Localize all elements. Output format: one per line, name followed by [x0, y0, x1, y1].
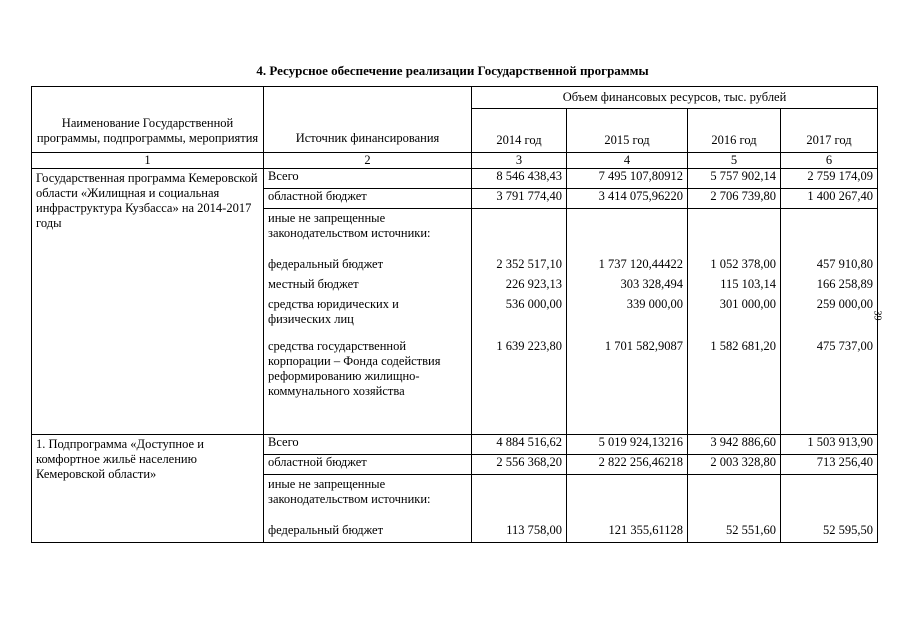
- value-cell: 2 352 517,10: [472, 257, 567, 277]
- value-cell: 1 400 267,40: [781, 189, 878, 209]
- section-title: 4. Ресурсное обеспечение реализации Государственной программы: [256, 63, 649, 78]
- value-cell: [781, 475, 878, 523]
- spacer-cell: [567, 421, 688, 435]
- value-cell: 339 000,00: [567, 297, 688, 339]
- value-cell: 52 595,50: [781, 523, 878, 543]
- value-cell: 2 003 328,80: [688, 455, 781, 475]
- header-year: 2014 год: [472, 109, 567, 153]
- value-cell: 301 000,00: [688, 297, 781, 339]
- col-number: 4: [567, 153, 688, 169]
- header-year: 2015 год: [567, 109, 688, 153]
- value-cell: [688, 475, 781, 523]
- value-cell: 115 103,14: [688, 277, 781, 297]
- value-cell: 1 701 582,9087: [567, 339, 688, 421]
- value-cell: 5 019 924,13216: [567, 435, 688, 455]
- header-name: Наименование Государственной программы, подпрограммы, мероприятия: [32, 87, 264, 153]
- value-cell: 166 258,89: [781, 277, 878, 297]
- source-cell: иные не запрещенные законодательством источники:: [264, 475, 472, 523]
- value-cell: 121 355,61128: [567, 523, 688, 543]
- value-cell: 303 328,494: [567, 277, 688, 297]
- header-year: 2016 год: [688, 109, 781, 153]
- value-cell: 1 737 120,44422: [567, 257, 688, 277]
- value-cell: 3 791 774,40: [472, 189, 567, 209]
- value-cell: 1 503 913,90: [781, 435, 878, 455]
- source-cell: средства государственной корпорации – Фонда содействия реформированию жилищно-коммунального хозяйства: [264, 339, 472, 421]
- source-cell: федеральный бюджет: [264, 257, 472, 277]
- value-cell: [567, 209, 688, 257]
- value-cell: 3 942 886,60: [688, 435, 781, 455]
- value-cell: [688, 209, 781, 257]
- spacer-cell: [781, 421, 878, 435]
- value-cell: [567, 475, 688, 523]
- spacer-cell: [264, 421, 472, 435]
- value-cell: 7 495 107,80912: [567, 169, 688, 189]
- value-cell: 4 884 516,62: [472, 435, 567, 455]
- value-cell: 2 706 739,80: [688, 189, 781, 209]
- value-cell: 5 757 902,14: [688, 169, 781, 189]
- source-cell: Всего: [264, 169, 472, 189]
- value-cell: 1 052 378,00: [688, 257, 781, 277]
- source-cell: областной бюджет: [264, 455, 472, 475]
- value-cell: 536 000,00: [472, 297, 567, 339]
- value-cell: 1 582 681,20: [688, 339, 781, 421]
- value-cell: 226 923,13: [472, 277, 567, 297]
- value-cell: 113 758,00: [472, 523, 567, 543]
- value-cell: 3 414 075,96220: [567, 189, 688, 209]
- value-cell: 259 000,00: [781, 297, 878, 339]
- header-source: Источник финансирования: [264, 87, 472, 153]
- value-cell: 475 737,00: [781, 339, 878, 421]
- page-number: 39: [871, 310, 883, 321]
- source-cell: средства юридических и физических лиц: [264, 297, 472, 339]
- col-number: 6: [781, 153, 878, 169]
- spacer-cell: [472, 421, 567, 435]
- value-cell: 52 551,60: [688, 523, 781, 543]
- subprogram-name: 1. Подпрограмма «Доступное и комфортное жильё населению Кемеровской области»: [32, 435, 264, 543]
- value-cell: 8 546 438,43: [472, 169, 567, 189]
- header-volume: Объем финансовых ресурсов, тыс. рублей: [472, 87, 878, 109]
- source-cell: федеральный бюджет: [264, 523, 472, 543]
- value-cell: [472, 475, 567, 523]
- spacer-cell: [688, 421, 781, 435]
- value-cell: [472, 209, 567, 257]
- col-number: 1: [32, 153, 264, 169]
- value-cell: 457 910,80: [781, 257, 878, 277]
- value-cell: 1 639 223,80: [472, 339, 567, 421]
- value-cell: 713 256,40: [781, 455, 878, 475]
- value-cell: 2 822 256,46218: [567, 455, 688, 475]
- source-cell: Всего: [264, 435, 472, 455]
- col-number: 5: [688, 153, 781, 169]
- value-cell: 2 556 368,20: [472, 455, 567, 475]
- program-name: Государственная программа Кемеровской области «Жилищная и социальная инфраструктура Кузбасса» на 2014-2017 годы: [32, 169, 264, 435]
- header-year: 2017 год: [781, 109, 878, 153]
- value-cell: [781, 209, 878, 257]
- source-cell: местный бюджет: [264, 277, 472, 297]
- col-number: 2: [264, 153, 472, 169]
- value-cell: 2 759 174,09: [781, 169, 878, 189]
- col-number: 3: [472, 153, 567, 169]
- source-cell: областной бюджет: [264, 189, 472, 209]
- budget-table: [31, 86, 878, 543]
- source-cell: иные не запрещенные законодательством источники:: [264, 209, 472, 257]
